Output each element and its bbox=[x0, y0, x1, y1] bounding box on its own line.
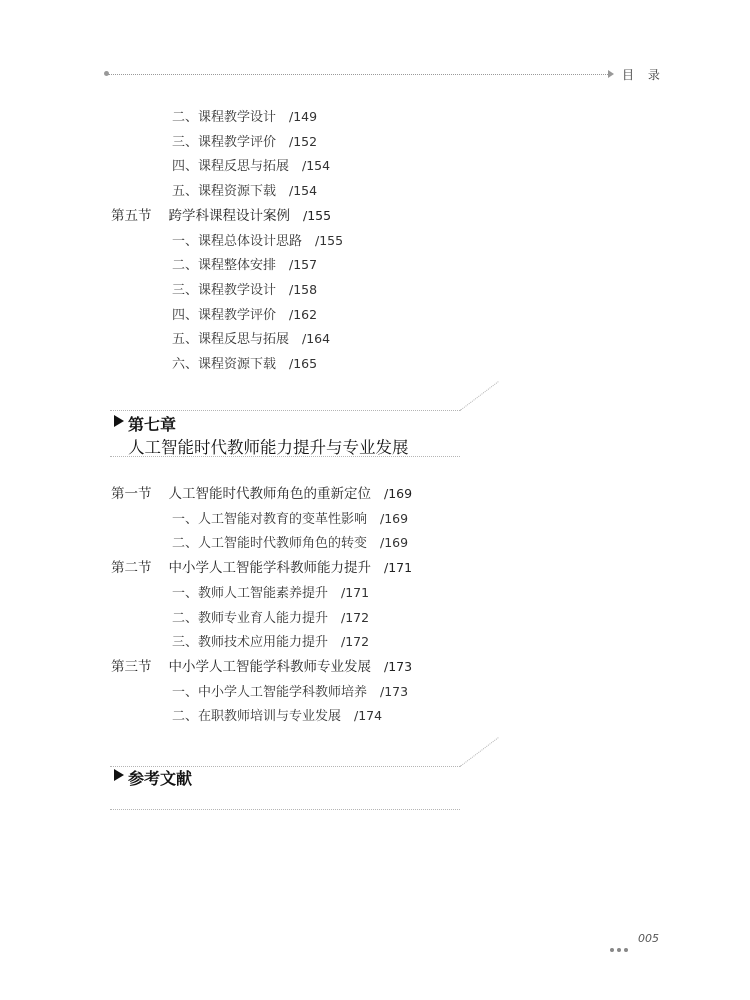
chapter-title[interactable]: 人工智能时代教师能力提升与专业发展 bbox=[128, 438, 409, 457]
toc-subsection-entry[interactable] bbox=[172, 584, 369, 603]
toc-subsection-entry[interactable] bbox=[172, 707, 382, 726]
references-heading[interactable]: 参考文献 bbox=[128, 769, 193, 788]
footer-dots-icon bbox=[610, 937, 631, 956]
toc-subsection-entry[interactable] bbox=[172, 633, 369, 652]
entry-page-number: /169 bbox=[380, 510, 409, 526]
entry-label: 五、课程反思与拓展 bbox=[172, 332, 290, 348]
toc-subsection-entry[interactable] bbox=[172, 256, 317, 275]
entry-page-number: /149 bbox=[289, 109, 318, 124]
section-number: 第五节 bbox=[111, 207, 152, 224]
page-number: 005 bbox=[638, 932, 659, 945]
entry-page-number: /169 bbox=[380, 535, 409, 551]
entry-page-number: /171 bbox=[341, 584, 370, 600]
entry-label: 一、中小学人工智能学科教师培养 bbox=[172, 684, 368, 700]
header-arrow-icon bbox=[608, 70, 614, 78]
toc-subsection-entry[interactable] bbox=[172, 609, 369, 628]
entry-label: 四、课程反思与拓展 bbox=[172, 159, 290, 175]
entry-label: 一、课程总体设计思路 bbox=[172, 233, 303, 249]
chapter-label[interactable]: 第七章 bbox=[128, 415, 177, 434]
entry-page-number: /169 bbox=[384, 486, 413, 501]
entry-page-number: /172 bbox=[341, 634, 370, 650]
entry-page-number: /154 bbox=[302, 158, 331, 174]
toc-subsection-entry[interactable] bbox=[172, 108, 317, 127]
separator-diagonal bbox=[460, 381, 499, 411]
entry-page-number: /171 bbox=[384, 560, 413, 576]
toc-section-entry[interactable] bbox=[111, 485, 412, 503]
entry-page-number: /164 bbox=[302, 331, 331, 347]
header-title: 目 录 bbox=[622, 68, 665, 82]
entry-label: 三、课程教学设计 bbox=[172, 282, 277, 298]
references-underline bbox=[110, 809, 460, 810]
entry-page-number: /155 bbox=[303, 207, 332, 223]
chapter-underline bbox=[110, 456, 460, 457]
entry-page-number: /158 bbox=[289, 281, 318, 297]
entry-page-number: /154 bbox=[289, 183, 318, 199]
toc-subsection-entry[interactable] bbox=[172, 683, 408, 702]
separator-line bbox=[110, 410, 460, 411]
entry-label: 四、课程教学评价 bbox=[172, 307, 277, 323]
entry-label: 三、教师技术应用能力提升 bbox=[172, 635, 329, 651]
toc-subsection-entry[interactable] bbox=[172, 534, 408, 553]
toc-subsection-entry[interactable] bbox=[172, 306, 317, 325]
entry-label: 二、在职教师培训与专业发展 bbox=[172, 709, 342, 725]
entry-label: 中小学人工智能学科教师专业发展 bbox=[168, 658, 371, 675]
toc-section-entry[interactable] bbox=[111, 559, 412, 577]
entry-label: 跨学科课程设计案例 bbox=[168, 207, 290, 224]
toc-section-entry[interactable] bbox=[111, 658, 412, 676]
section-number: 第二节 bbox=[111, 560, 152, 577]
entry-page-number: /174 bbox=[354, 708, 383, 724]
entry-label: 二、课程整体安排 bbox=[172, 258, 277, 274]
toc-section-entry[interactable] bbox=[111, 207, 331, 225]
entry-page-number: /162 bbox=[289, 306, 318, 322]
entry-label: 一、教师人工智能素养提升 bbox=[172, 585, 329, 601]
entry-label: 中小学人工智能学科教师能力提升 bbox=[168, 560, 371, 577]
toc-subsection-entry[interactable] bbox=[172, 355, 317, 374]
entry-label: 二、课程教学设计 bbox=[172, 110, 277, 125]
header-rule bbox=[108, 74, 610, 75]
entry-page-number: /173 bbox=[380, 683, 409, 699]
toc-subsection-entry[interactable] bbox=[172, 510, 408, 529]
toc-subsection-entry[interactable] bbox=[172, 232, 343, 251]
toc-subsection-entry[interactable] bbox=[172, 330, 330, 349]
entry-page-number: /157 bbox=[289, 257, 318, 273]
entry-page-number: /172 bbox=[341, 609, 370, 625]
separator-diagonal bbox=[460, 737, 499, 767]
entry-label: 一、人工智能对教育的变革性影响 bbox=[172, 511, 368, 527]
entry-label: 六、课程资源下载 bbox=[172, 357, 277, 372]
entry-page-number: /173 bbox=[384, 658, 413, 674]
toc-subsection-entry[interactable] bbox=[172, 182, 317, 201]
section-number: 第三节 bbox=[111, 658, 152, 675]
entry-page-number: /165 bbox=[289, 356, 318, 371]
entry-page-number: /155 bbox=[315, 232, 344, 248]
toc-subsection-entry[interactable] bbox=[172, 281, 317, 300]
toc-subsection-entry[interactable] bbox=[172, 157, 330, 176]
chapter-arrow-icon bbox=[114, 415, 124, 427]
references-arrow-icon bbox=[114, 769, 124, 781]
entry-label: 二、教师专业育人能力提升 bbox=[172, 610, 329, 626]
section-number: 第一节 bbox=[111, 486, 152, 502]
entry-label: 人工智能时代教师角色的重新定位 bbox=[168, 486, 371, 502]
entry-label: 二、人工智能时代教师角色的转变 bbox=[172, 536, 368, 552]
entry-page-number: /152 bbox=[289, 133, 318, 149]
entry-label: 三、课程教学评价 bbox=[172, 134, 277, 150]
toc-subsection-entry[interactable] bbox=[172, 133, 317, 152]
entry-label: 五、课程资源下载 bbox=[172, 184, 277, 200]
